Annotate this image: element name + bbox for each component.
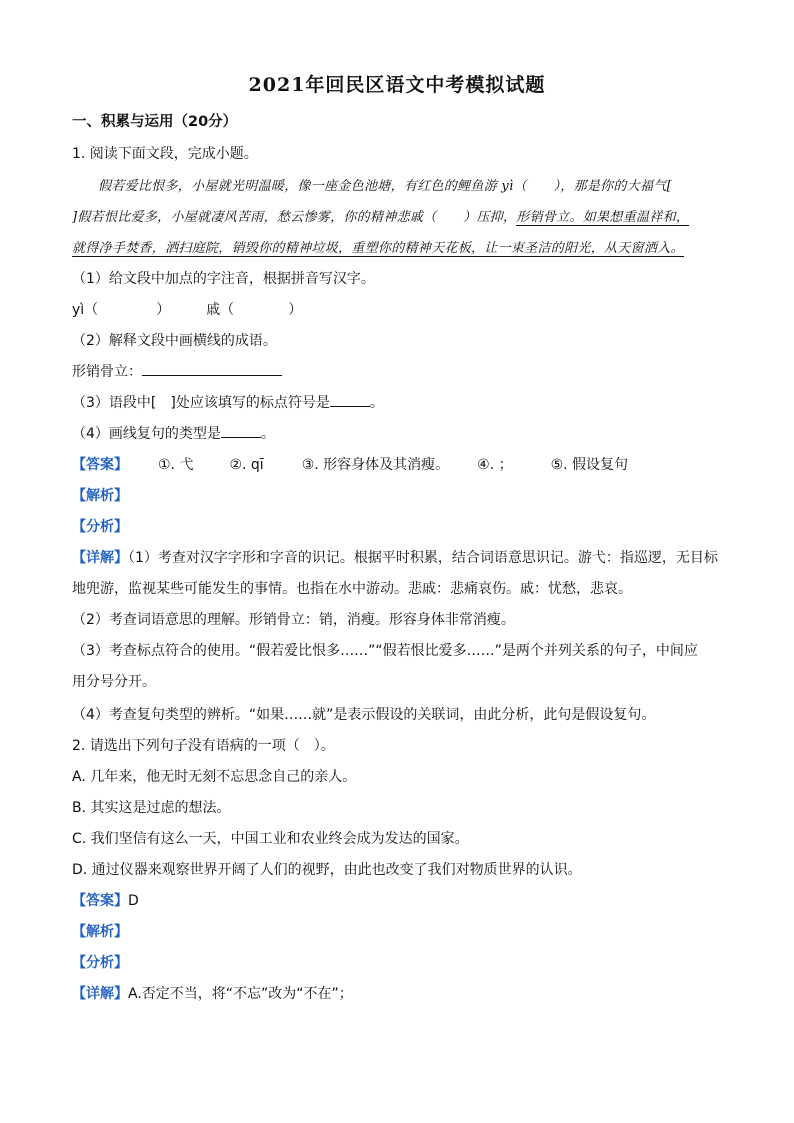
sub-question-4 <box>72 423 275 443</box>
page-title: 2021年回民区语文中考模拟试题 <box>248 74 546 96</box>
answer-4: ④. ； <box>477 457 513 473</box>
answer-tag: 【答案】 <box>72 893 128 909</box>
answer-1: ①. 弋 <box>158 457 194 473</box>
underlined-idiom: 形销骨立。 <box>516 210 583 225</box>
answer-tag: 【答案】 <box>72 457 128 473</box>
sub-question-1-blanks <box>72 299 302 319</box>
passage-line-3 <box>72 237 684 256</box>
detail-4: （4）考查复句类型的辨析。“如果……就”是表示假设的关联词，由此分析，此句是假设复句。 <box>72 707 656 723</box>
question-1-stem: 1. 阅读下面文段，完成小题。 <box>72 146 258 162</box>
sub-question-3-end: 。 <box>369 395 384 411</box>
fenxi-tag: 【分析】 <box>72 519 128 535</box>
q2-answer: D <box>128 893 139 909</box>
q2-detail-text: A.否定不当，将“不忘”改为“不在”； <box>128 986 353 1002</box>
blank-yi-label: yì（ <box>72 302 99 318</box>
detail-3: （3）考查标点符合的使用。“假若爱比恨多……”“假若恨比爱多……”是两个并列关系的句子，中间应 <box>72 643 698 659</box>
option-b: B. 其实这是过虑的想法。 <box>72 800 231 816</box>
detail-1-text: （1）考查对汉字字形和字音的识记。根据平时积累，结合词语意思识记。游弋：指巡逻，无目标 <box>128 550 718 566</box>
q2-analysis-tag: 【解析】 <box>72 924 128 940</box>
blank-yi-close: ） <box>156 302 171 318</box>
detail-3-cont: 用分号分开。 <box>72 674 156 690</box>
detail-1-cont: 地兜游，监视某些可能发生的事情。也指在水中游动。悲戚：悲痛哀伤。戚：忧愁，悲哀。 <box>72 581 632 597</box>
idiom-label: 形销骨立： <box>72 364 142 380</box>
analysis-tag: 【解析】 <box>72 488 128 504</box>
passage-line-1: 假若爱比恨多，小屋就光明温暖，像一座金色池塘，有红色的鲤鱼游 yì（ ），那是你的大福气[ <box>98 179 673 194</box>
answer-5: ⑤. 假设复句 <box>550 457 629 473</box>
sub-question-2: （2）解释文段中画横线的成语。 <box>72 333 277 349</box>
detail-tag: 【详解】 <box>72 550 128 566</box>
sub-question-2-answer-line <box>72 361 282 381</box>
q2-answer-row <box>72 890 139 910</box>
q2-detail <box>72 983 353 1003</box>
section-heading: 一、积累与运用（20分） <box>72 114 238 130</box>
passage-line-2 <box>72 206 689 225</box>
answer-blank <box>330 392 370 407</box>
option-d: D. 通过仪器来观察世界开阔了人们的视野，由此也改变了我们对物质世界的认识。 <box>72 862 582 878</box>
question-2-stem: 2. 请选出下列句子没有语病的一项（ ）。 <box>72 738 335 754</box>
underlined-sentence-start: 如果想重温祥和， <box>582 210 690 225</box>
option-c: C. 我们坚信有这么一天，中国工业和农业终会成为发达的国家。 <box>72 831 469 847</box>
detail-2: （2）考查词语意思的理解。形销骨立：销，消瘦。形容身体非常消瘦。 <box>72 612 515 628</box>
answer-3: ③. 形容身体及其消瘦。 <box>301 457 450 473</box>
q2-fenxi-tag: 【分析】 <box>72 955 128 971</box>
passage-line-2-start: ]假若恨比爱多，小屋就凄风苦雨，愁云惨雾，你的精神悲戚（ ）压抑， <box>72 210 517 225</box>
sub-question-1: （1）给文段中加点的字注音，根据拼音写汉字。 <box>72 271 375 287</box>
answer-blank <box>221 423 261 438</box>
sub-question-3 <box>72 392 384 412</box>
answer-row <box>72 454 628 474</box>
sub-question-3-text: （3）语段中[ ]处应该填写的标点符号是 <box>72 395 330 411</box>
blank-qi-close: ） <box>288 302 303 318</box>
blank-qi-label: 戚（ <box>206 302 235 318</box>
sub-question-4-text: （4）画线复句的类型是 <box>72 426 221 442</box>
detail-1 <box>72 547 718 567</box>
underlined-sentence-end: 就得净手焚香，洒扫庭院，销毁你的精神垃圾，重塑你的精神天花板，让一束圣洁的阳光，从天窗洒入。 <box>72 241 684 256</box>
sub-question-4-end: 。 <box>260 426 275 442</box>
option-a: A. 几年来，他无时无刻不忘思念自己的亲人。 <box>72 769 357 785</box>
answer-blank <box>142 361 282 376</box>
detail-tag: 【详解】 <box>72 986 128 1002</box>
answer-2: ②. qī <box>229 457 264 473</box>
